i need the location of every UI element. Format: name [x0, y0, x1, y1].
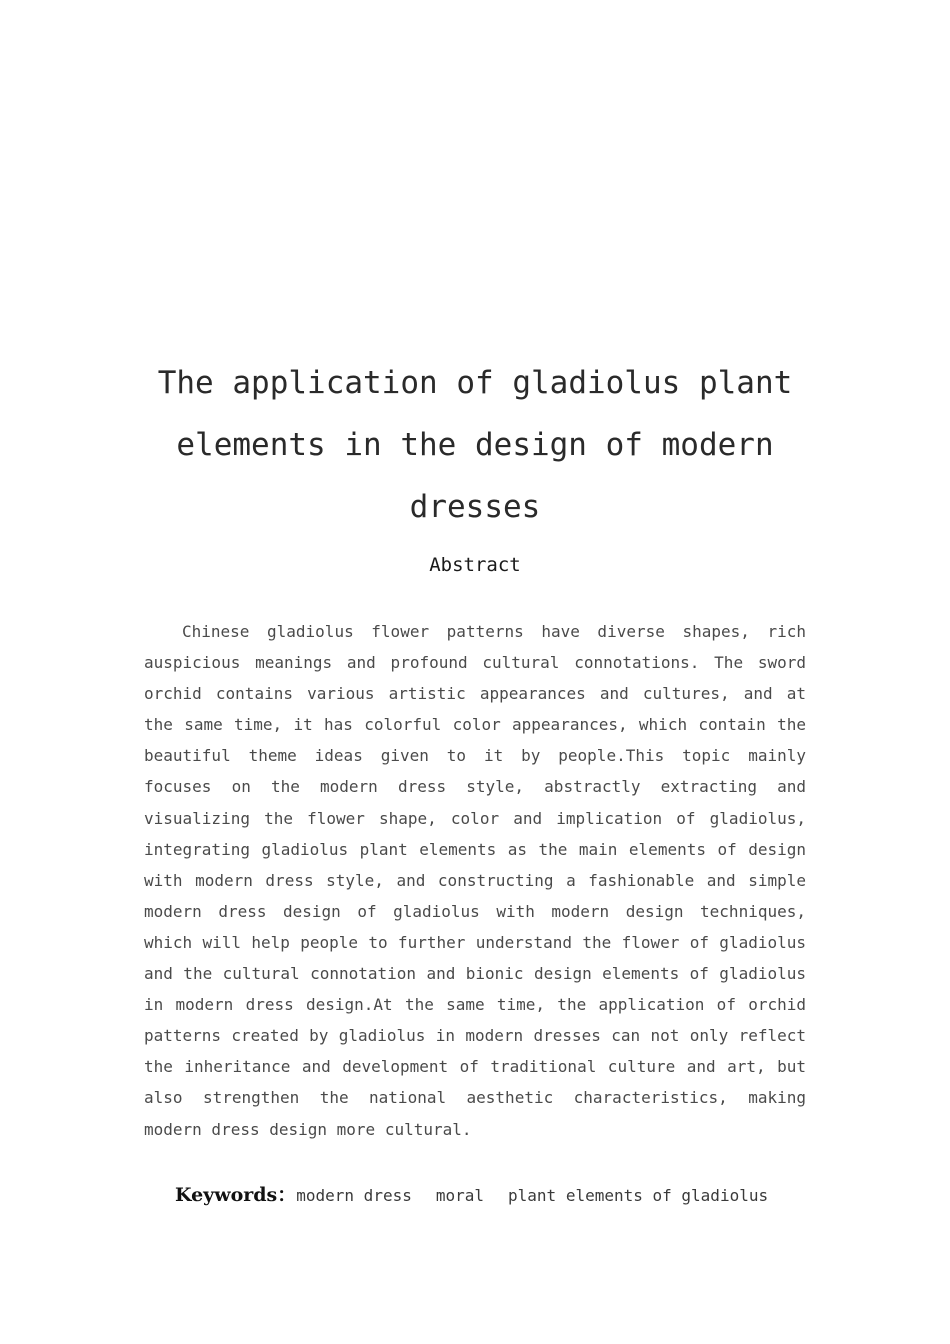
- document-title: The application of gladiolus plant elements in the design of modern dresses: [157, 365, 793, 525]
- abstract-paragraph: Chinese gladiolus flower patterns have diverse shapes, rich auspicious meanings and profound cultural connotations. The sword orchid contains various artistic appearances and cultures, and at the same time, it has colorful color appearances, which contain the beautiful theme ideas given to it by people.This topic mainly focuses on the modern dress style, abstractly extracting and visualizing the flower shape, color and implication of gladiolus, integrating gladiolus plant elements as the main elements of design with modern dress style, and constructing a fashionable and simple modern dress design of gladiolus with modern design techniques, which will help people to further understand the flower of gladiolus and the cultural connotation and bionic design elements of gladiolus in modern dress design.At the same time, the application of orchid patterns created by gladiolus in modern dresses can not only reflect the inheritance and development of traditional culture and art, but also strengthen the national aesthetic characteristics, making modern dress design more cultural.: [144, 622, 806, 1139]
- keywords-label: Keywords：: [175, 1184, 297, 1206]
- keyword-item: moral: [435, 1186, 485, 1205]
- keyword-item: plant elements of gladiolus: [508, 1186, 769, 1205]
- keyword-item: modern dress: [296, 1186, 412, 1205]
- keywords-line: [175, 1180, 815, 1211]
- abstract-heading: Abstract: [429, 554, 521, 576]
